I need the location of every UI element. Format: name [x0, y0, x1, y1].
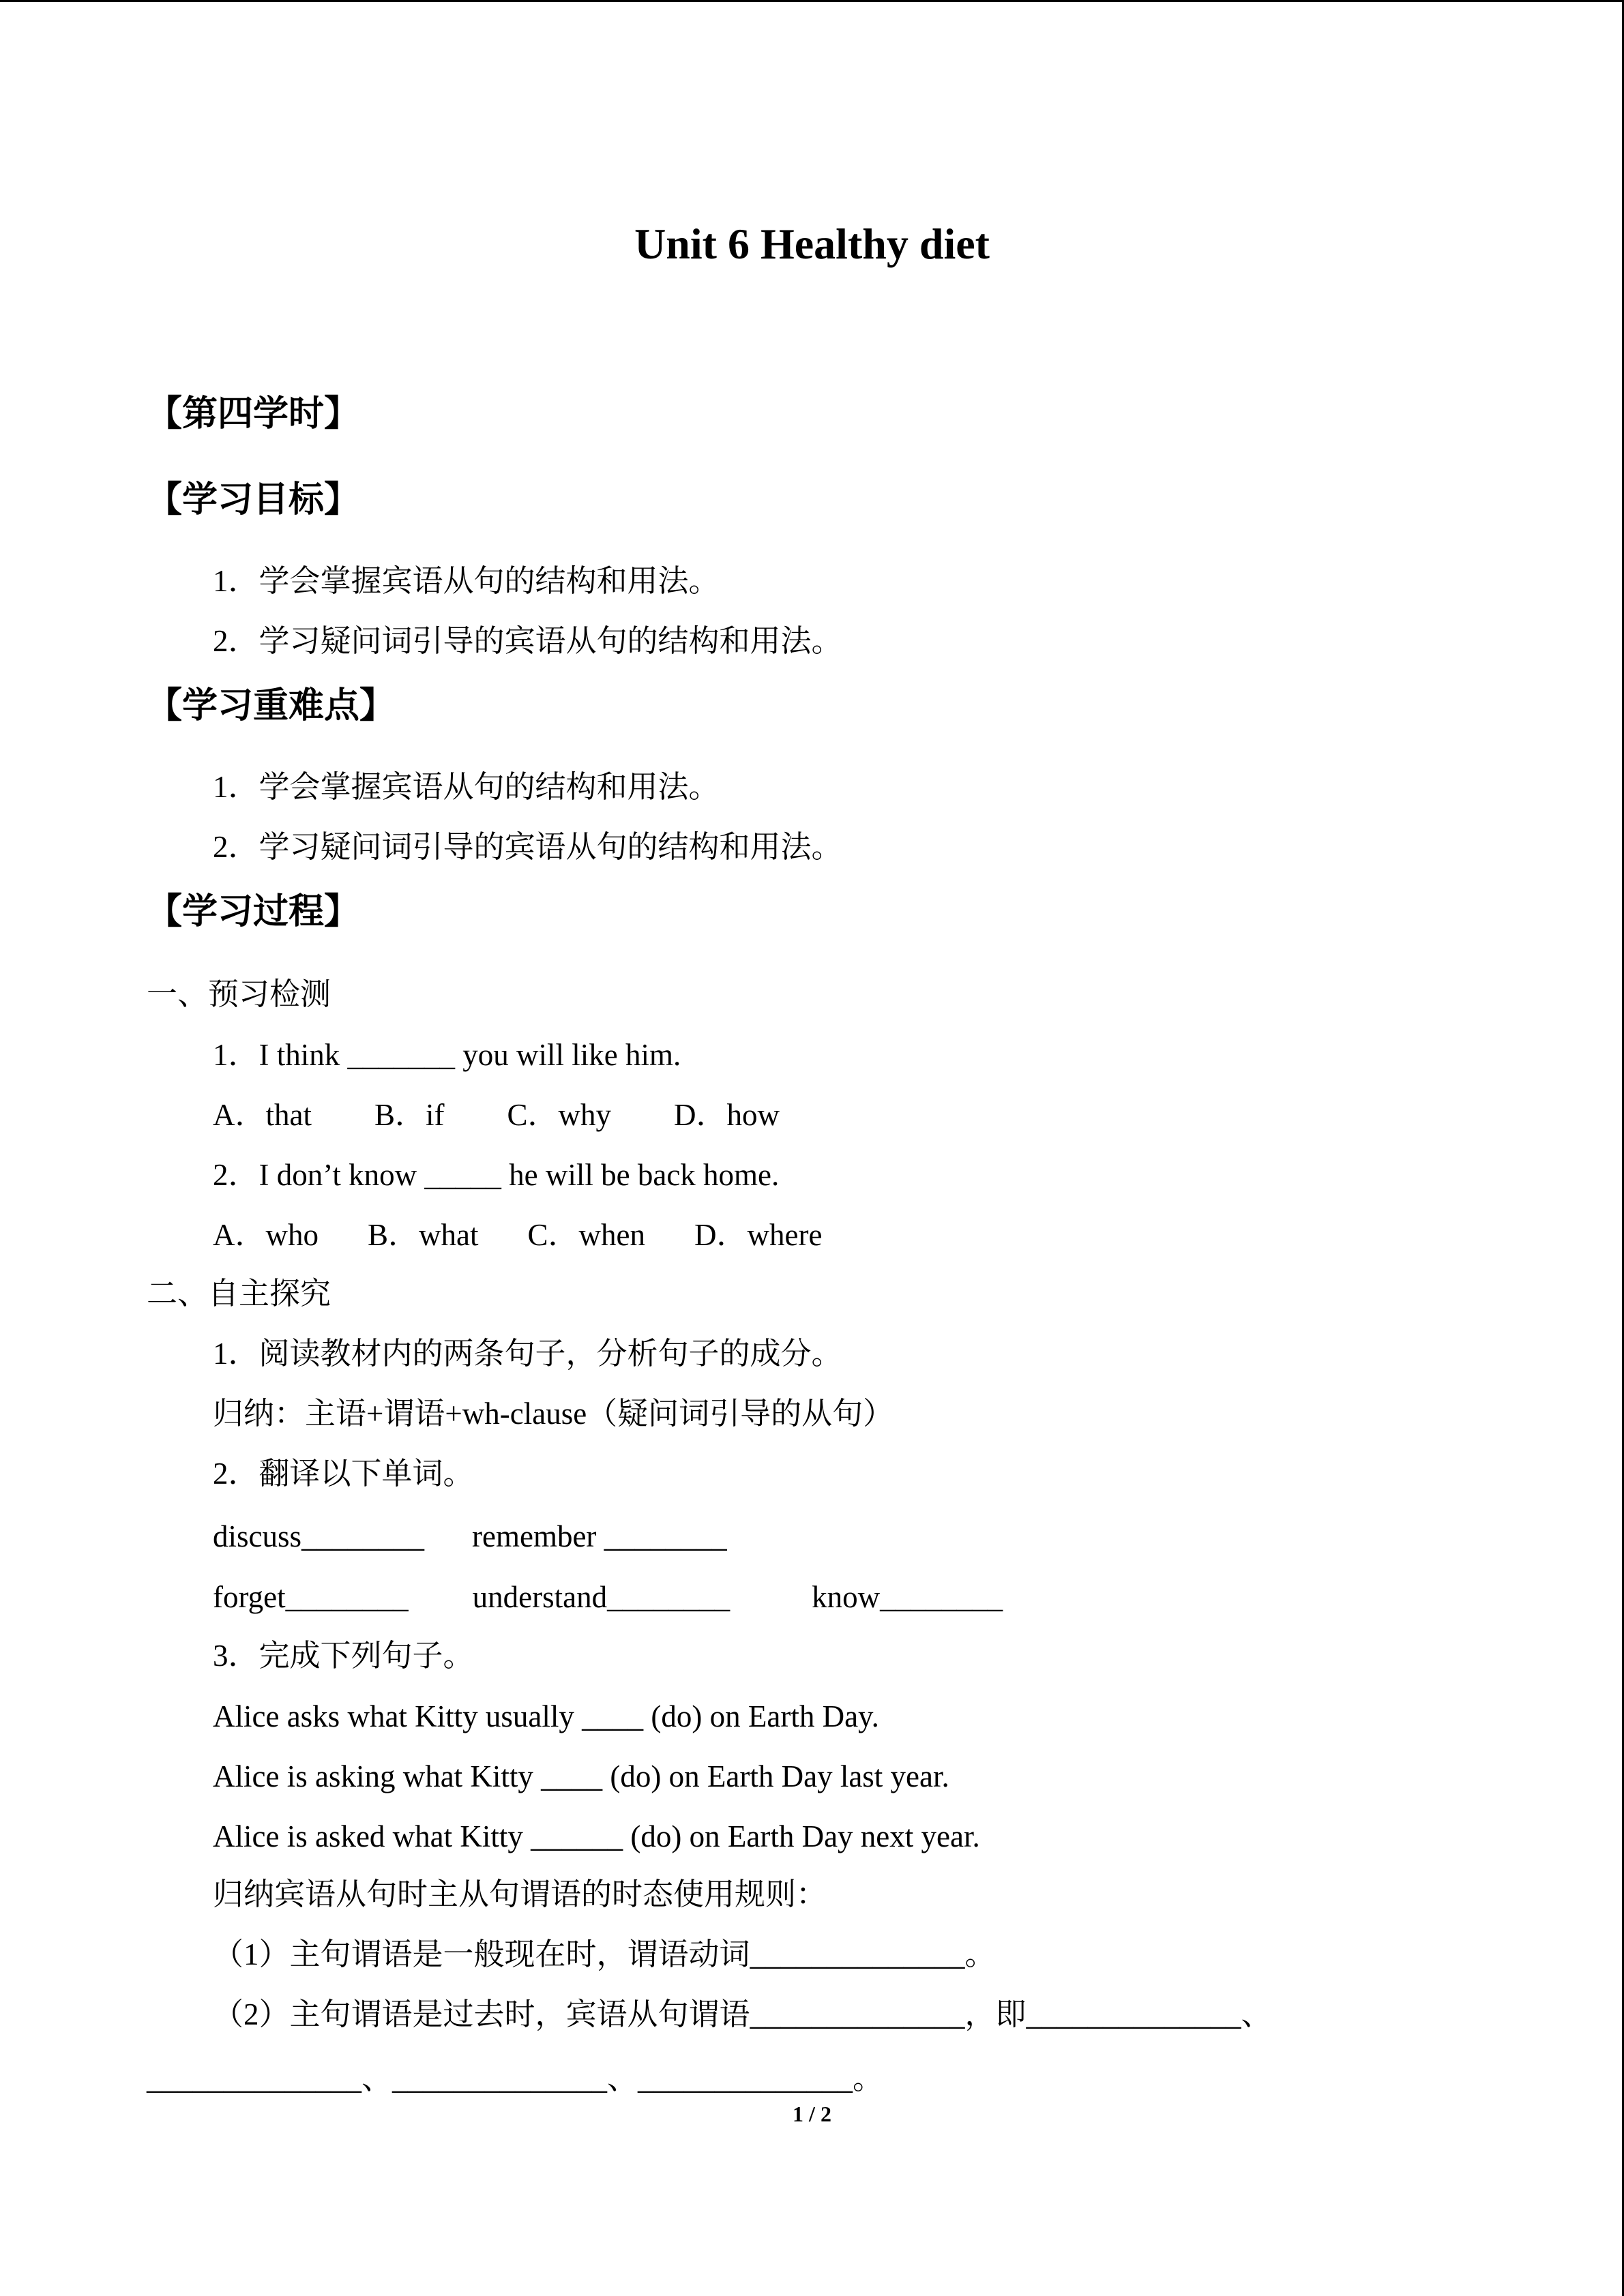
vocab-row-2 — [213, 1578, 1003, 1616]
option-c: C．when — [527, 1218, 645, 1252]
heading-key-points: 【学习重难点】 — [147, 687, 396, 726]
section-2-label: 二、自主探究 — [147, 1277, 331, 1311]
page-title: Unit 6 Healthy diet — [634, 220, 990, 268]
vocab-remember: remember ________ — [472, 1519, 727, 1553]
rule-2-continued: ______________、______________、______________。 — [147, 2061, 884, 2096]
option-d: D．how — [674, 1098, 780, 1132]
rule-intro: 归纳宾语从句时主从句谓语的时态使用规则： — [213, 1877, 827, 1911]
section-2-item-3: 3．完成下列句子。 — [213, 1639, 474, 1673]
option-c: C．why — [507, 1098, 612, 1132]
key-point-item-1: 1．学会掌握宾语从句的结构和用法。 — [213, 770, 720, 804]
question-1: 1．I think _______ you will like him. — [213, 1038, 681, 1072]
question-2-options — [213, 1216, 822, 1254]
heading-objectives: 【学习目标】 — [147, 481, 360, 520]
rule-1: （1）主句谓语是一般现在时，谓语动词______________。 — [213, 1937, 996, 1971]
rule-2: （2）主句谓语是过去时，宾语从句谓语______________，即______________、 — [213, 1997, 1272, 2031]
vocab-understand: understand________ — [472, 1580, 730, 1614]
objective-item-2: 2．学习疑问词引导的宾语从句的结构和用法。 — [213, 624, 842, 658]
objective-item-1: 1．学会掌握宾语从句的结构和用法。 — [213, 564, 720, 598]
option-d: D．where — [694, 1218, 823, 1252]
sentence-3: Alice is asked what Kitty ______ (do) on Earth Day next year. — [213, 1819, 980, 1853]
section-2-summary: 归纳：主语+谓语+wh-clause（疑问词引导的从句） — [213, 1397, 894, 1431]
option-b: B．what — [368, 1218, 479, 1252]
question-2: 2．I don’t know _____ he will be back home. — [213, 1158, 780, 1192]
vocab-discuss: discuss________ — [213, 1519, 425, 1553]
heading-lesson: 【第四学时】 — [147, 395, 360, 434]
page-number: 1 / 2 — [793, 2102, 831, 2126]
key-point-item-2: 2．学习疑问词引导的宾语从句的结构和用法。 — [213, 830, 842, 864]
section-1-label: 一、预习检测 — [147, 977, 331, 1011]
option-b: B．if — [374, 1098, 445, 1132]
sentence-1: Alice asks what Kitty usually ____ (do) on Earth Day. — [213, 1699, 879, 1733]
option-a: A．that — [213, 1098, 312, 1132]
sentence-2: Alice is asking what Kitty ____ (do) on Earth Day last year. — [213, 1759, 949, 1793]
heading-process: 【学习过程】 — [147, 893, 360, 931]
section-2-item-1: 1．阅读教材内的两条句子，分析句子的成分。 — [213, 1337, 842, 1371]
vocab-forget: forget________ — [213, 1580, 409, 1614]
question-1-options — [213, 1096, 780, 1134]
option-a: A．who — [213, 1218, 319, 1252]
vocab-row-1 — [213, 1517, 727, 1555]
vocab-know: know________ — [812, 1580, 1003, 1614]
section-2-item-2: 2．翻译以下单词。 — [213, 1457, 474, 1491]
page-top-border — [0, 0, 1624, 2]
